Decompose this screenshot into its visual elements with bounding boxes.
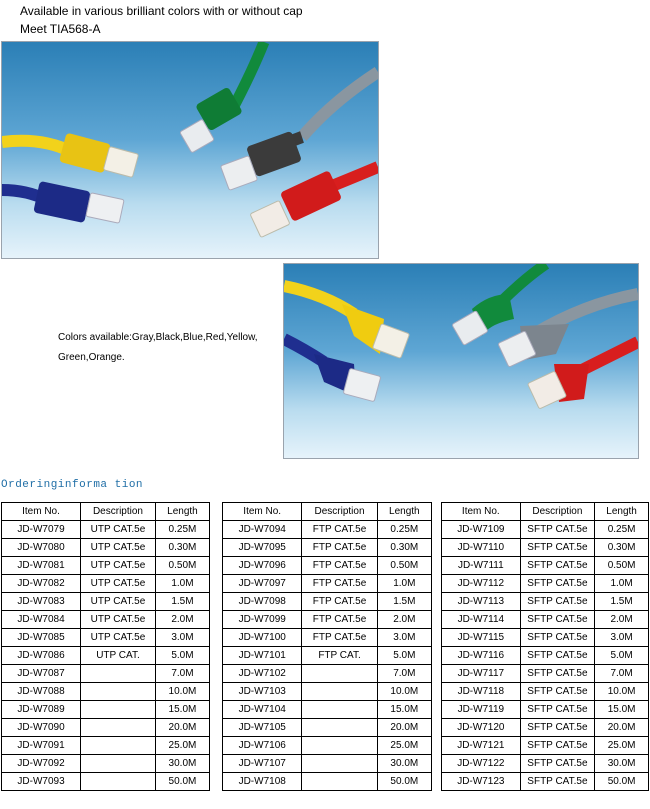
red-plug [250,200,290,237]
description-cell: UTP CAT.5e [81,593,156,611]
length-cell: 5.0M [595,647,649,665]
table-row [223,683,432,701]
description-cell: SFTP CAT.5e [520,593,595,611]
intro-line-1: Available in various brilliant colors with or without cap [20,4,303,18]
utp-ordering-table [1,502,210,791]
yellow-cable [2,141,72,152]
yellow-boot [59,133,111,174]
description-cell [302,719,377,737]
table-row [442,557,649,575]
gray-cable [302,72,378,137]
item-no-cell: JD-W7115 [442,629,521,647]
table-row [223,629,432,647]
length-cell: 15.0M [595,701,649,719]
colors-available-text [58,328,278,368]
length-cell: 3.0M [595,629,649,647]
length-cell: 7.0M [377,665,431,683]
table-row [2,611,210,629]
length-cell: 25.0M [595,737,649,755]
table-row [2,629,210,647]
length-cell: 1.5M [155,593,209,611]
item-no-cell: JD-W7080 [2,539,81,557]
item-no-cell: JD-W7111 [442,557,521,575]
item-no-cell: JD-W7114 [442,611,521,629]
description-cell: FTP CAT.5e [302,629,377,647]
green-cable [232,42,264,110]
length-cell: 0.25M [595,521,649,539]
table-row [223,755,432,773]
blue-boot [33,181,91,223]
header-item-no: Item No. [223,503,302,521]
header-description: Description [302,503,377,521]
description-cell [302,737,377,755]
table-row [223,719,432,737]
table-row [442,701,649,719]
item-no-cell: JD-W7088 [2,683,81,701]
table-row [223,647,432,665]
item-no-cell: JD-W7079 [2,521,81,539]
yellow-cable [284,286,354,314]
table-row [223,539,432,557]
item-no-cell: JD-W7087 [2,665,81,683]
header-item-no: Item No. [442,503,521,521]
length-cell: 0.50M [377,557,431,575]
item-no-cell: JD-W7121 [442,737,521,755]
table-row [442,521,649,539]
header-item-no: Item No. [2,503,81,521]
header-length: Length [595,503,649,521]
length-cell: 30.0M [595,755,649,773]
length-cell: 0.50M [595,557,649,575]
blue-plug [343,368,381,401]
description-cell: SFTP CAT.5e [520,719,595,737]
item-no-cell: JD-W7113 [442,593,521,611]
item-no-cell: JD-W7106 [223,737,302,755]
length-cell: 2.0M [595,611,649,629]
length-cell: 30.0M [155,755,209,773]
length-cell: 1.0M [377,575,431,593]
description-cell: SFTP CAT.5e [520,575,595,593]
description-cell [81,773,156,791]
item-no-cell: JD-W7104 [223,701,302,719]
description-cell: FTP CAT.5e [302,557,377,575]
item-no-cell: JD-W7099 [223,611,302,629]
item-no-cell: JD-W7116 [442,647,521,665]
description-cell: SFTP CAT.5e [520,611,595,629]
table-row [442,539,649,557]
length-cell: 7.0M [595,665,649,683]
header-length: Length [377,503,431,521]
length-cell: 1.5M [595,593,649,611]
red-boot [280,170,342,222]
description-cell: SFTP CAT.5e [520,683,595,701]
table-row [2,575,210,593]
length-cell: 20.0M [155,719,209,737]
description-cell [81,737,156,755]
item-no-cell: JD-W7108 [223,773,302,791]
table-row [442,593,649,611]
description-cell: UTP CAT.5e [81,575,156,593]
length-cell: 50.0M [377,773,431,791]
description-cell: FTP CAT.5e [302,521,377,539]
description-cell: SFTP CAT.5e [520,629,595,647]
length-cell: 2.0M [155,611,209,629]
item-no-cell: JD-W7098 [223,593,302,611]
description-cell [302,773,377,791]
description-cell [302,701,377,719]
cable-photo-with-cap [283,263,639,459]
table-row [442,647,649,665]
length-cell: 20.0M [595,719,649,737]
description-cell: UTP CAT. [81,647,156,665]
length-cell: 0.25M [377,521,431,539]
description-cell [81,665,156,683]
item-no-cell: JD-W7110 [442,539,521,557]
length-cell: 1.0M [155,575,209,593]
table-header-row [2,503,210,521]
length-cell: 10.0M [377,683,431,701]
item-no-cell: JD-W7095 [223,539,302,557]
header-description: Description [81,503,156,521]
table-row [2,647,210,665]
table-row [223,773,432,791]
ftp-ordering-table [222,502,432,791]
length-cell: 0.30M [377,539,431,557]
intro-line-2: Meet TIA568-A [20,22,101,36]
item-no-cell: JD-W7091 [2,737,81,755]
table-row [442,629,649,647]
length-cell: 3.0M [377,629,431,647]
description-cell [302,665,377,683]
cable-photo-no-cap [1,41,379,259]
description-cell: SFTP CAT.5e [520,539,595,557]
sftp-ordering-table [441,502,649,791]
description-cell: SFTP CAT.5e [520,737,595,755]
item-no-cell: JD-W7118 [442,683,521,701]
header-length: Length [155,503,209,521]
length-cell: 0.30M [155,539,209,557]
item-no-cell: JD-W7092 [2,755,81,773]
length-cell: 5.0M [377,647,431,665]
item-no-cell: JD-W7112 [442,575,521,593]
item-no-cell: JD-W7103 [223,683,302,701]
description-cell [302,683,377,701]
ordering-information-title: Orderinginforma tion [1,479,144,491]
table-row [442,755,649,773]
item-no-cell: JD-W7093 [2,773,81,791]
description-cell: UTP CAT.5e [81,539,156,557]
description-cell: FTP CAT.5e [302,575,377,593]
description-cell: UTP CAT.5e [81,557,156,575]
table-row [442,737,649,755]
description-cell: FTP CAT.5e [302,593,377,611]
header-description: Description [520,503,595,521]
length-cell: 7.0M [155,665,209,683]
description-cell: FTP CAT.5e [302,539,377,557]
item-no-cell: JD-W7086 [2,647,81,665]
description-cell [302,755,377,773]
item-no-cell: JD-W7117 [442,665,521,683]
length-cell: 10.0M [155,683,209,701]
length-cell: 25.0M [377,737,431,755]
description-cell: SFTP CAT.5e [520,755,595,773]
description-cell [81,683,156,701]
table-row [223,521,432,539]
length-cell: 30.0M [377,755,431,773]
item-no-cell: JD-W7107 [223,755,302,773]
length-cell: 15.0M [155,701,209,719]
table-row [2,665,210,683]
description-cell: FTP CAT. [302,647,377,665]
table-row [442,719,649,737]
description-cell: SFTP CAT.5e [520,557,595,575]
description-cell [81,701,156,719]
item-no-cell: JD-W7123 [442,773,521,791]
length-cell: 1.0M [595,575,649,593]
item-no-cell: JD-W7109 [442,521,521,539]
item-no-cell: JD-W7122 [442,755,521,773]
description-cell: SFTP CAT.5e [520,665,595,683]
item-no-cell: JD-W7096 [223,557,302,575]
table-row [442,611,649,629]
table-row [2,521,210,539]
blue-plug [86,193,124,224]
table-row [2,719,210,737]
table-header-row [223,503,432,521]
table-row [223,557,432,575]
item-no-cell: JD-W7083 [2,593,81,611]
table-row [2,701,210,719]
item-no-cell: JD-W7089 [2,701,81,719]
item-no-cell: JD-W7119 [442,701,521,719]
table-row [442,665,649,683]
table-row [223,665,432,683]
length-cell: 25.0M [155,737,209,755]
table-row [2,773,210,791]
length-cell: 50.0M [155,773,209,791]
item-no-cell: JD-W7082 [2,575,81,593]
description-cell [81,719,156,737]
table-row [2,683,210,701]
colors-line-2: Green,Orange. [58,352,125,363]
table-row [2,737,210,755]
colors-line-1: Colors available:Gray,Black,Blue,Red,Yellow, [58,332,258,343]
description-cell [81,755,156,773]
yellow-plug [103,147,138,178]
length-cell: 2.0M [377,611,431,629]
description-cell: UTP CAT.5e [81,629,156,647]
table-row [223,611,432,629]
table-row [223,593,432,611]
length-cell: 0.50M [155,557,209,575]
item-no-cell: JD-W7102 [223,665,302,683]
table-row [2,755,210,773]
table-row [223,701,432,719]
description-cell: SFTP CAT.5e [520,773,595,791]
cable-illustration-1 [2,42,378,258]
item-no-cell: JD-W7094 [223,521,302,539]
item-no-cell: JD-W7101 [223,647,302,665]
table-row [223,575,432,593]
item-no-cell: JD-W7120 [442,719,521,737]
length-cell: 20.0M [377,719,431,737]
table-row [223,737,432,755]
length-cell: 15.0M [377,701,431,719]
length-cell: 0.25M [155,521,209,539]
item-no-cell: JD-W7100 [223,629,302,647]
item-no-cell: JD-W7097 [223,575,302,593]
item-no-cell: JD-W7085 [2,629,81,647]
table-header-row [442,503,649,521]
length-cell: 50.0M [595,773,649,791]
length-cell: 1.5M [377,593,431,611]
cable-illustration-2 [284,264,638,458]
table-row [442,575,649,593]
length-cell: 10.0M [595,683,649,701]
item-no-cell: JD-W7090 [2,719,81,737]
table-row [2,539,210,557]
description-cell: FTP CAT.5e [302,611,377,629]
item-no-cell: JD-W7084 [2,611,81,629]
length-cell: 0.30M [595,539,649,557]
length-cell: 5.0M [155,647,209,665]
table-row [442,683,649,701]
item-no-cell: JD-W7105 [223,719,302,737]
length-cell: 3.0M [155,629,209,647]
description-cell: SFTP CAT.5e [520,521,595,539]
table-row [442,773,649,791]
description-cell: UTP CAT.5e [81,521,156,539]
description-cell: SFTP CAT.5e [520,647,595,665]
item-no-cell: JD-W7081 [2,557,81,575]
table-row [2,593,210,611]
description-cell: SFTP CAT.5e [520,701,595,719]
description-cell: UTP CAT.5e [81,611,156,629]
table-row [2,557,210,575]
